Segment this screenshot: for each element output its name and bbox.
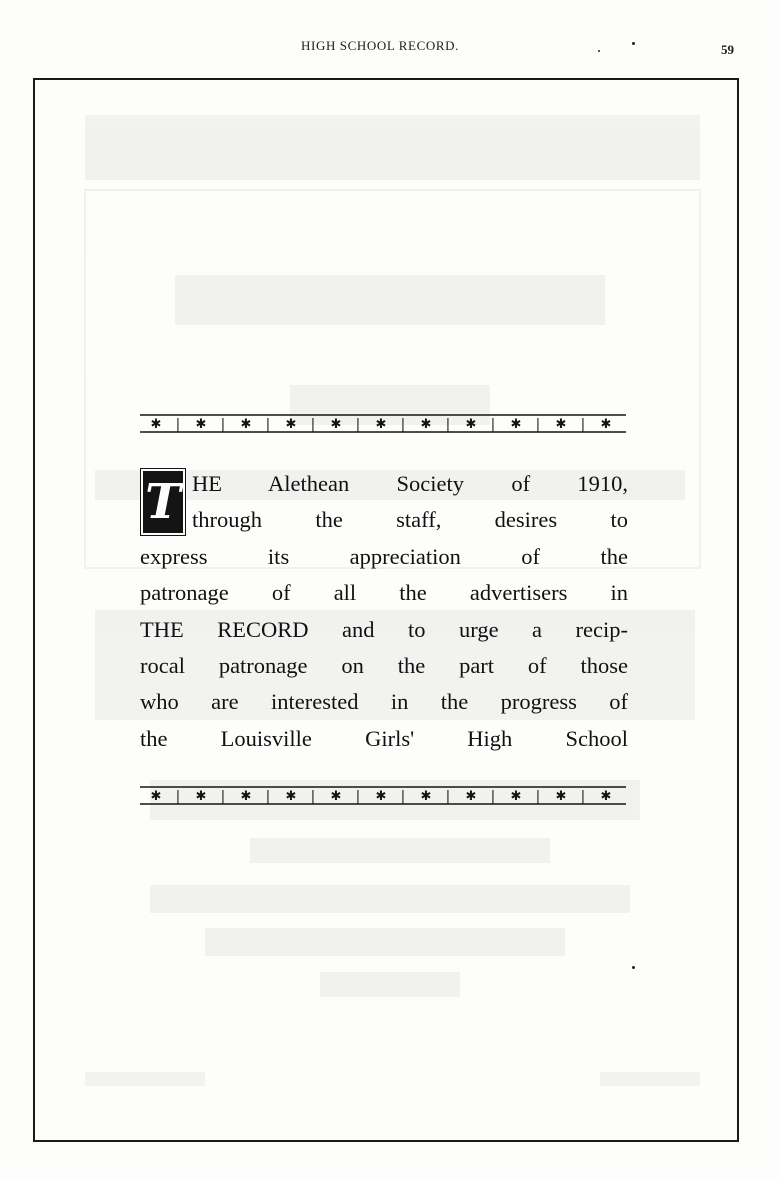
notice-line: THE RECORD and to urge a recip- [140,616,628,642]
svg-text:|: | [580,417,586,432]
svg-text:✱: ✱ [150,417,162,432]
svg-text:✱: ✱ [510,417,522,432]
running-header: HIGH SCHOOL RECORD. [301,38,459,53]
svg-text:|: | [220,417,226,432]
svg-text:|: | [310,789,316,804]
svg-text:|: | [355,417,361,432]
svg-text:|: | [490,417,496,432]
svg-text:✱: ✱ [240,417,252,432]
top-ornament-rule [140,412,626,436]
svg-text:|: | [355,789,361,804]
svg-text:✱: ✱ [600,417,612,432]
notice-line: who are interested in the progress of [140,689,628,715]
svg-text:|: | [265,789,271,804]
svg-text:|: | [445,417,451,432]
notice-line: HE Alethean Society of 1910, [192,471,628,496]
page-number: 59 [721,42,734,57]
svg-text:✱: ✱ [375,789,387,804]
svg-text:✱: ✱ [555,417,567,432]
svg-text:✱: ✱ [285,417,297,432]
svg-text:|: | [535,789,541,804]
patronage-notice [140,466,628,757]
bottom-ornament-rule [140,784,626,808]
svg-text:✱: ✱ [375,417,387,432]
svg-text:✱: ✱ [150,789,162,804]
svg-text:|: | [265,417,271,432]
svg-text:✱: ✱ [465,789,477,804]
svg-text:|: | [400,789,406,804]
notice-line: rocal patronage on the part of those [140,653,628,679]
svg-text:|: | [220,789,226,804]
svg-text:✱: ✱ [195,417,207,432]
svg-text:✱: ✱ [465,417,477,432]
svg-text:✱: ✱ [420,789,432,804]
notice-line: patronage of all the advertisers in [140,580,628,606]
drop-cap-initial: T [145,474,181,530]
ink-speck [632,42,635,45]
svg-text:✱: ✱ [555,789,567,804]
notice-line: the Louisville Girls' High School [140,725,628,751]
ink-speck [598,50,600,52]
notice-line: through the staff, desires to [192,507,628,533]
notice-line: express its appreciation of the [140,543,628,569]
svg-text:|: | [175,417,181,432]
svg-text:✱: ✱ [330,417,342,432]
ornament-rule-graphic [140,784,626,808]
svg-text:✱: ✱ [510,789,522,804]
svg-text:|: | [175,789,181,804]
svg-text:|: | [310,417,316,432]
svg-text:✱: ✱ [600,789,612,804]
svg-text:✱: ✱ [330,789,342,804]
svg-text:✱: ✱ [420,417,432,432]
svg-text:|: | [535,417,541,432]
ink-speck [632,966,635,969]
svg-text:✱: ✱ [285,789,297,804]
svg-text:✱: ✱ [240,789,252,804]
svg-text:|: | [490,789,496,804]
svg-text:✱: ✱ [195,789,207,804]
svg-text:|: | [445,789,451,804]
svg-text:|: | [580,789,586,804]
ornament-rule-graphic [140,412,626,436]
svg-text:|: | [400,417,406,432]
